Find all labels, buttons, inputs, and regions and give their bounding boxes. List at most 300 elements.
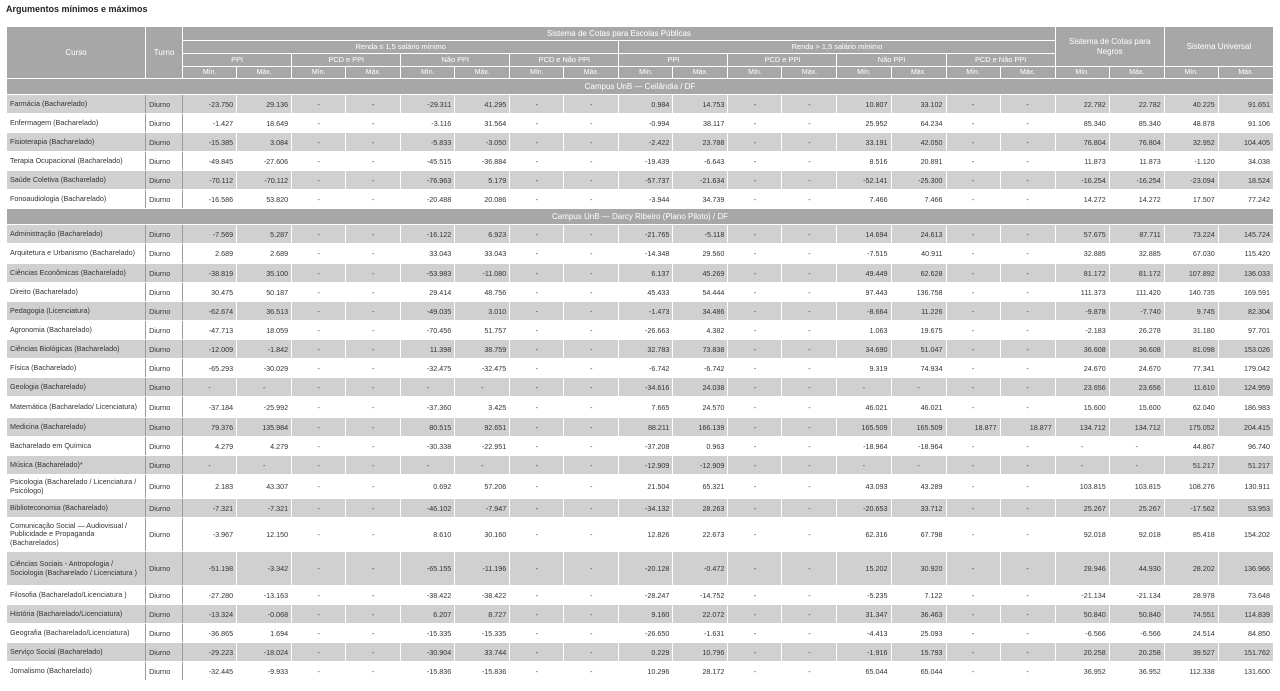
min-value: 97.443 [837,283,891,302]
min-value: -30.338 [401,437,455,456]
max-value: 22.673 [673,518,728,552]
min-value: 32.885 [1055,244,1109,264]
course-name: Fonoaudiologia (Bacharelado) [7,190,146,209]
max-value: 18.877 [1000,418,1055,437]
min-value: - [728,302,782,321]
course-name: Serviço Social (Bacharelado) [7,643,146,662]
max-value: - [782,397,837,418]
min-value: 44.867 [1164,437,1218,456]
max-value: 33.712 [891,499,946,518]
header-turno: Turno [146,27,183,79]
header-pcd-nao-ppi: PCD e Não PPI [510,54,619,67]
max-value: 28.172 [673,662,728,681]
max-value: - [564,605,619,624]
min-value: 1.063 [837,321,891,340]
min-value: - [292,552,346,586]
max-value: - [782,95,837,114]
min-value: - [510,321,564,340]
min-value: - [946,152,1000,171]
min-value: - [728,340,782,359]
table-row [7,662,1274,681]
campus-row [7,209,1274,225]
min-value: 112.338 [1164,662,1218,681]
min-value: -12.009 [183,340,237,359]
table-row [7,114,1274,133]
shift: Diurno [146,190,183,209]
header-max: Máx. [891,67,946,79]
max-value: 35.100 [237,264,292,283]
max-value: 22.072 [673,605,728,624]
max-value: 48.756 [455,283,510,302]
min-value: - [292,586,346,605]
course-name: Comunicação Social — Audiovisual / Publicidade e Propaganda (Bacharelados) [7,518,146,552]
max-value: 29.136 [237,95,292,114]
min-value: - [183,378,237,397]
max-value: - [891,456,946,475]
table-row [7,475,1274,499]
max-value: 14.272 [1109,190,1164,209]
min-value: - [292,605,346,624]
max-value: - [1000,152,1055,171]
shift: Diurno [146,359,183,378]
max-value: - [564,340,619,359]
course-name: Psicologia (Bacharelado / Licenciatura / Psicólogo) [7,475,146,499]
max-value: 33.102 [891,95,946,114]
min-value: -34.132 [619,499,673,518]
min-value: - [728,586,782,605]
min-value: - [510,605,564,624]
max-value: - [782,378,837,397]
min-value: 51.217 [1164,456,1218,475]
max-value: - [346,321,401,340]
min-value: 2.689 [183,244,237,264]
max-value: 96.740 [1218,437,1273,456]
max-value: 18.059 [237,321,292,340]
course-name: Enfermagem (Bacharelado) [7,114,146,133]
min-value: 140.735 [1164,283,1218,302]
min-value: 10.807 [837,95,891,114]
header-curso: Curso [7,27,146,79]
max-value: 4.279 [237,437,292,456]
min-value: - [510,283,564,302]
max-value: - [1000,456,1055,475]
min-value: -3.116 [401,114,455,133]
min-value: - [510,225,564,244]
max-value: 154.202 [1218,518,1273,552]
max-value: - [346,586,401,605]
min-value: - [510,518,564,552]
min-value: -4.413 [837,624,891,643]
min-value: - [728,378,782,397]
max-value: 45.269 [673,264,728,283]
min-value: 67.030 [1164,244,1218,264]
min-value: - [510,244,564,264]
max-value: - [564,152,619,171]
max-value: 65.321 [673,475,728,499]
header-max: Máx. [455,67,510,79]
max-value: 4.382 [673,321,728,340]
max-value: - [782,171,837,190]
max-value: - [782,418,837,437]
min-value: - [946,133,1000,152]
course-name: Fisioterapia (Bacharelado) [7,133,146,152]
max-value: 32.885 [1109,244,1164,264]
min-value: - [946,321,1000,340]
min-value: -1.916 [837,643,891,662]
min-value: 40.225 [1164,95,1218,114]
max-value: -7.321 [237,499,292,518]
min-value: 2.183 [183,475,237,499]
max-value: 18.524 [1218,171,1273,190]
min-value: - [728,359,782,378]
course-name: Terapia Ocupacional (Bacharelado) [7,152,146,171]
table-row [7,133,1274,152]
max-value: - [237,378,292,397]
min-value: - [728,225,782,244]
max-value: 92.651 [455,418,510,437]
campus-label: Campus UnB — Ceilândia / DF [7,79,1274,95]
max-value: 85.340 [1109,114,1164,133]
min-value: 34.690 [837,340,891,359]
min-value: - [728,190,782,209]
max-value: 23.656 [1109,378,1164,397]
min-value: -53.983 [401,264,455,283]
min-value: -2.422 [619,133,673,152]
max-value: 24.038 [673,378,728,397]
max-value: 64.234 [891,114,946,133]
max-value: - [564,475,619,499]
shift: Diurno [146,552,183,586]
max-value: - [1000,283,1055,302]
max-value: 65.044 [891,662,946,681]
max-value: 51.757 [455,321,510,340]
min-value: 9.319 [837,359,891,378]
max-value: -18.964 [891,437,946,456]
min-value: - [728,418,782,437]
min-value: -32.445 [183,662,237,681]
course-name: Geologia (Bacharelado) [7,378,146,397]
max-value: - [564,244,619,264]
max-value: - [782,264,837,283]
min-value: 50.840 [1055,605,1109,624]
min-value: 24.670 [1055,359,1109,378]
min-value: 33.191 [837,133,891,152]
max-value: 0.963 [673,437,728,456]
min-value: -38.819 [183,264,237,283]
min-value: -65.293 [183,359,237,378]
max-value: 34.038 [1218,152,1273,171]
min-value: - [946,225,1000,244]
min-value: -37.184 [183,397,237,418]
min-value: 77.341 [1164,359,1218,378]
min-value: -76.963 [401,171,455,190]
max-value: - [1000,114,1055,133]
min-value: 80.515 [401,418,455,437]
shift: Diurno [146,114,183,133]
course-name: Medicina (Bacharelado) [7,418,146,437]
table-row [7,456,1274,475]
max-value: 84.850 [1218,624,1273,643]
min-value: -16.254 [1055,171,1109,190]
max-value: - [1000,340,1055,359]
table-row [7,190,1274,209]
table-row [7,552,1274,586]
max-value: - [564,624,619,643]
max-value: 5.287 [237,225,292,244]
max-value: 28.263 [673,499,728,518]
header-max: Máx. [346,67,401,79]
max-value: -0.068 [237,605,292,624]
max-value: 46.021 [891,397,946,418]
shift: Diurno [146,283,183,302]
min-value: - [1055,456,1109,475]
max-value: 24.613 [891,225,946,244]
min-value: 29.414 [401,283,455,302]
max-value: - [1000,499,1055,518]
min-value: - [510,302,564,321]
max-value: - [346,397,401,418]
max-value: - [346,152,401,171]
min-value: -70.112 [183,171,237,190]
max-value: - [346,225,401,244]
min-value: - [510,378,564,397]
table-body [7,79,1274,681]
min-value: -27.280 [183,586,237,605]
min-value: - [946,95,1000,114]
max-value: - [1000,586,1055,605]
max-value: 115.420 [1218,244,1273,264]
max-value: - [346,662,401,681]
max-value: 34.486 [673,302,728,321]
max-value: - [346,624,401,643]
max-value: -22.951 [455,437,510,456]
min-value: 0.692 [401,475,455,499]
max-value: - [1000,321,1055,340]
max-value: 36.513 [237,302,292,321]
min-value: -9.878 [1055,302,1109,321]
max-value: - [1000,359,1055,378]
min-value: - [728,133,782,152]
min-value: 25.267 [1055,499,1109,518]
min-value: 12.826 [619,518,673,552]
min-value: -21.134 [1055,586,1109,605]
header-ppi: PPI [183,54,292,67]
min-value: 111.373 [1055,283,1109,302]
max-value: 18.649 [237,114,292,133]
min-value: - [946,643,1000,662]
max-value: - [782,518,837,552]
max-value: -32.475 [455,359,510,378]
min-value: 11.873 [1055,152,1109,171]
shift: Diurno [146,264,183,283]
min-value: - [292,499,346,518]
min-value: - [728,283,782,302]
table-row [7,152,1274,171]
min-value: -16.586 [183,190,237,209]
max-value: - [564,133,619,152]
max-value: -11.196 [455,552,510,586]
min-value: -12.909 [619,456,673,475]
min-value: - [728,437,782,456]
max-value: - [1000,95,1055,114]
max-value: - [346,171,401,190]
max-value: - [782,499,837,518]
min-value: - [946,586,1000,605]
header-min: Mín. [728,67,782,79]
max-value: - [782,133,837,152]
min-value: 103.815 [1055,475,1109,499]
min-value: - [510,95,564,114]
header-pcd-ppi: PCD e PPI [728,54,837,67]
min-value: -14.348 [619,244,673,264]
min-value: -23.750 [183,95,237,114]
min-value: - [510,475,564,499]
min-value: 18.877 [946,418,1000,437]
max-value: 40.911 [891,244,946,264]
max-value: 51.047 [891,340,946,359]
min-value: 0.984 [619,95,673,114]
shift: Diurno [146,244,183,264]
min-value: 20.258 [1055,643,1109,662]
shift: Diurno [146,302,183,321]
min-value: - [728,643,782,662]
max-value: - [346,359,401,378]
min-value: - [728,662,782,681]
min-value: - [292,418,346,437]
min-value: -15.335 [401,624,455,643]
min-value: - [292,321,346,340]
min-value: 49.449 [837,264,891,283]
header-max: Máx. [673,67,728,79]
max-value: - [564,418,619,437]
min-value: 43.093 [837,475,891,499]
shift: Diurno [146,397,183,418]
max-value: - [346,133,401,152]
max-value: - [1000,624,1055,643]
max-value: 130.911 [1218,475,1273,499]
max-value: 134.712 [1109,418,1164,437]
max-value: -7.740 [1109,302,1164,321]
min-value: 79.376 [183,418,237,437]
min-value: - [946,171,1000,190]
max-value: 179.042 [1218,359,1273,378]
max-value: -38.422 [455,586,510,605]
max-value: -9.933 [237,662,292,681]
max-value: -27.606 [237,152,292,171]
min-value: - [728,605,782,624]
max-value: - [564,95,619,114]
min-value: 81.098 [1164,340,1218,359]
min-value: 24.514 [1164,624,1218,643]
max-value: - [346,244,401,264]
min-value: - [510,437,564,456]
table-row [7,225,1274,244]
min-value: -17.562 [1164,499,1218,518]
max-value: - [782,152,837,171]
course-name: Direito (Bacharelado) [7,283,146,302]
header-pcd-ppi: PCD e PPI [292,54,401,67]
max-value: - [564,225,619,244]
table-row [7,624,1274,643]
min-value: 85.340 [1055,114,1109,133]
max-value: 43.289 [891,475,946,499]
max-value: - [564,359,619,378]
max-value: - [564,437,619,456]
max-value: 20.258 [1109,643,1164,662]
min-value: 17.507 [1164,190,1218,209]
max-value: - [1000,605,1055,624]
header-max: Máx. [782,67,837,79]
max-value: - [1000,190,1055,209]
min-value: -20.128 [619,552,673,586]
min-value: -26.650 [619,624,673,643]
max-value: - [1000,171,1055,190]
max-value: - [564,321,619,340]
min-value: -28.247 [619,586,673,605]
min-value: -38.422 [401,586,455,605]
min-value: - [728,95,782,114]
course-name: Ciências Sociais - Antropologia / Sociologia (Bacharelado / Licenciatura ) [7,552,146,586]
max-value: 166.139 [673,418,728,437]
max-value: - [1000,552,1055,586]
min-value: - [946,605,1000,624]
shift: Diurno [146,586,183,605]
min-value: - [510,340,564,359]
min-value: 134.712 [1055,418,1109,437]
min-value: - [510,586,564,605]
min-value: 25.952 [837,114,891,133]
table-row [7,302,1274,321]
max-value: - [564,190,619,209]
min-value: - [946,283,1000,302]
table-row [7,340,1274,359]
max-value: - [1000,397,1055,418]
table-row [7,499,1274,518]
min-value: - [401,456,455,475]
max-value: 11.873 [1109,152,1164,171]
min-value: -8.664 [837,302,891,321]
max-value: 153.026 [1218,340,1273,359]
course-name: Matemática (Bacharelado/ Licenciatura) [7,397,146,418]
max-value: 91.106 [1218,114,1273,133]
max-value: 50.187 [237,283,292,302]
min-value: 39.527 [1164,643,1218,662]
min-value: - [837,456,891,475]
min-value: - [946,499,1000,518]
min-value: - [728,152,782,171]
max-value: 26.278 [1109,321,1164,340]
min-value: 36.608 [1055,340,1109,359]
table-row [7,437,1274,456]
max-value: 131.600 [1218,662,1273,681]
max-value: -36.884 [455,152,510,171]
min-value: 57.675 [1055,225,1109,244]
course-name: Jornalismo (Bacharelado) [7,662,146,681]
max-value: 81.172 [1109,264,1164,283]
min-value: - [292,95,346,114]
course-name: Saúde Coletiva (Bacharelado) [7,171,146,190]
max-value: - [782,190,837,209]
header-max: Máx. [564,67,619,79]
max-value: - [782,456,837,475]
max-value: - [346,456,401,475]
max-value: 124.959 [1218,378,1273,397]
min-value: -29.311 [401,95,455,114]
max-value: 7.466 [891,190,946,209]
max-value: -6.643 [673,152,728,171]
max-value: - [346,283,401,302]
max-value: - [237,456,292,475]
